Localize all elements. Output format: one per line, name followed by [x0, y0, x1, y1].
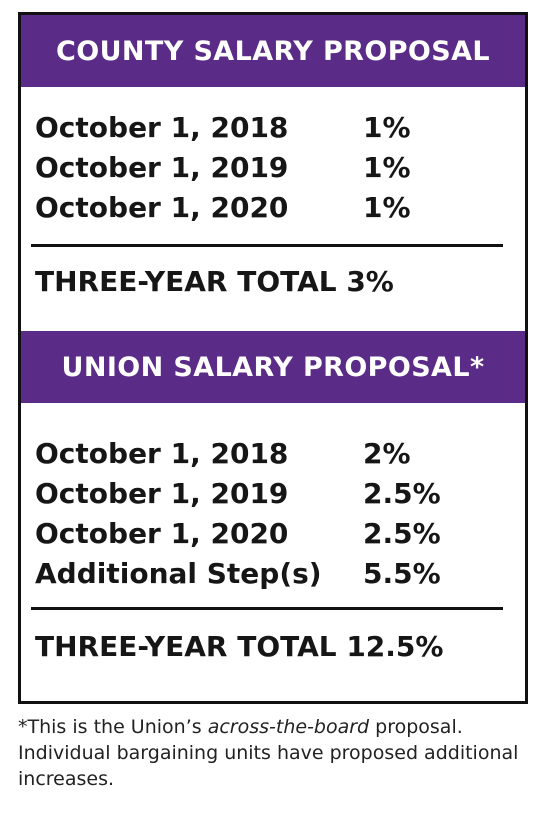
union-proposal-rows [35, 433, 511, 593]
county-row-date: October 1, 2019 [35, 150, 289, 184]
footnote [18, 714, 528, 792]
union-row [35, 513, 511, 553]
union-row [35, 553, 511, 593]
county-row-percent: 1% [363, 110, 411, 144]
county-row [35, 187, 511, 227]
union-total-label: THREE-YEAR TOTAL [35, 630, 337, 663]
union-row-date: October 1, 2019 [35, 476, 289, 510]
county-row-percent: 1% [363, 150, 411, 184]
union-total [35, 630, 443, 663]
union-divider [31, 607, 503, 610]
county-row [35, 107, 511, 147]
union-row-percent: 2% [363, 436, 411, 470]
union-total-value: 12.5% [346, 630, 444, 663]
county-row-date: October 1, 2020 [35, 190, 289, 224]
county-proposal-rows [35, 107, 511, 227]
footnote-emphasis: across-the-board [207, 716, 370, 738]
county-total-value: 3% [346, 265, 394, 298]
county-divider [31, 244, 503, 247]
county-row [35, 147, 511, 187]
county-total [35, 265, 394, 298]
union-row-percent: 2.5% [363, 516, 441, 550]
union-row-percent: 2.5% [363, 476, 441, 510]
county-total-label: THREE-YEAR TOTAL [35, 265, 337, 298]
county-proposal-heading: COUNTY SALARY PROPOSAL [21, 15, 525, 87]
union-row-date: October 1, 2020 [35, 516, 289, 550]
salary-proposal-box [18, 12, 528, 704]
footnote-text-end: proposal. Individual bargaining units have proposed additional increases. [18, 716, 519, 790]
union-row-percent: 5.5% [363, 556, 441, 590]
union-row-date: October 1, 2018 [35, 436, 289, 470]
union-row-label: Additional Step(s) [35, 556, 322, 590]
union-row [35, 433, 511, 473]
county-row-percent: 1% [363, 190, 411, 224]
county-row-date: October 1, 2018 [35, 110, 289, 144]
union-row [35, 473, 511, 513]
footnote-text-start: *This is the Union’s [18, 716, 208, 738]
union-proposal-heading: UNION SALARY PROPOSAL* [21, 331, 525, 403]
